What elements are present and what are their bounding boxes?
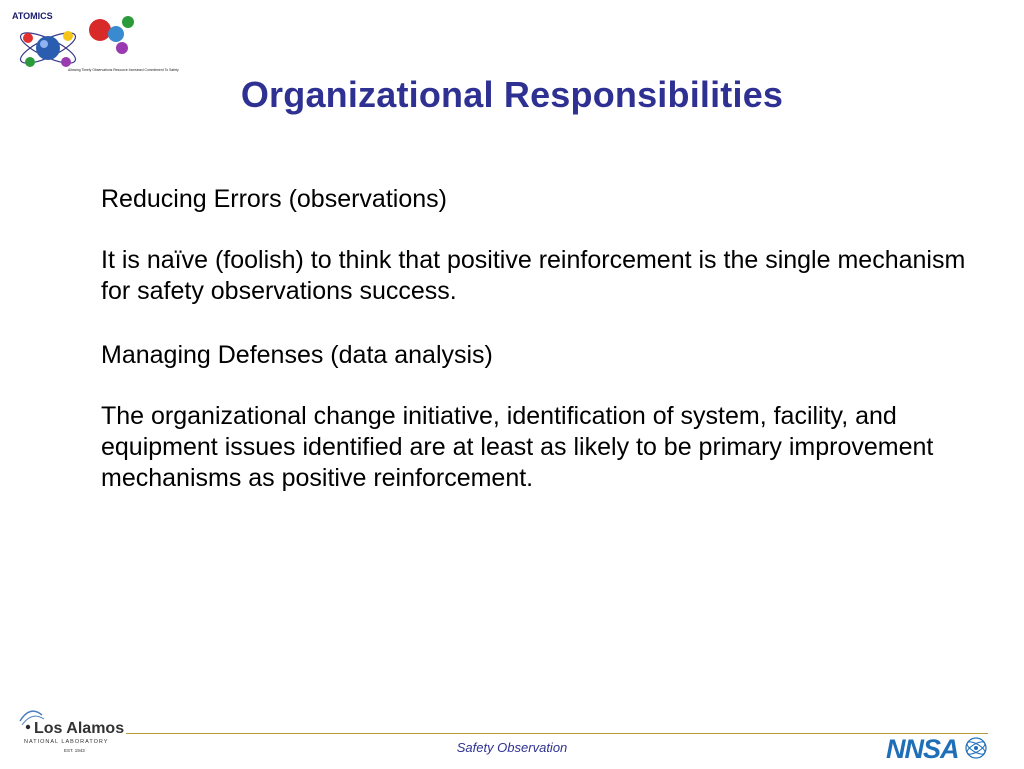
footer-text: Safety Observation <box>456 740 568 755</box>
atomics-logo <box>10 8 179 78</box>
paragraph-positive-reinforcement: It is naïve (foolish) to think that positive reinforcement is the single mechanism for safety observations success. <box>101 246 966 305</box>
nnsa-logo <box>884 732 990 764</box>
lanl-name: Los Alamos <box>34 720 125 737</box>
atomics-tagline: Allowing Timely Observations Resource Increased Commitment To Safety <box>68 68 179 72</box>
atomics-logo-text: ATOMICS <box>12 11 53 21</box>
paragraph-organizational-change: The organizational change initiative, identification of system, facility, and equipment issues identified are at least as likely to be primary improvement mechanisms as positive reinforcement. <box>101 402 934 492</box>
paragraph-reducing-errors: Reducing Errors (observations) <box>101 185 447 213</box>
nnsa-text: NNSA <box>886 734 959 764</box>
slide-body <box>101 184 981 524</box>
page-title: Organizational Responsibilities <box>240 74 784 115</box>
lanl-est: EST. 1943 <box>64 748 85 753</box>
los-alamos-logo <box>16 703 126 759</box>
paragraph-managing-defenses: Managing Defenses (data analysis) <box>101 341 493 369</box>
lanl-sub: NATIONAL LABORATORY <box>24 739 109 745</box>
footer-divider <box>126 733 988 734</box>
